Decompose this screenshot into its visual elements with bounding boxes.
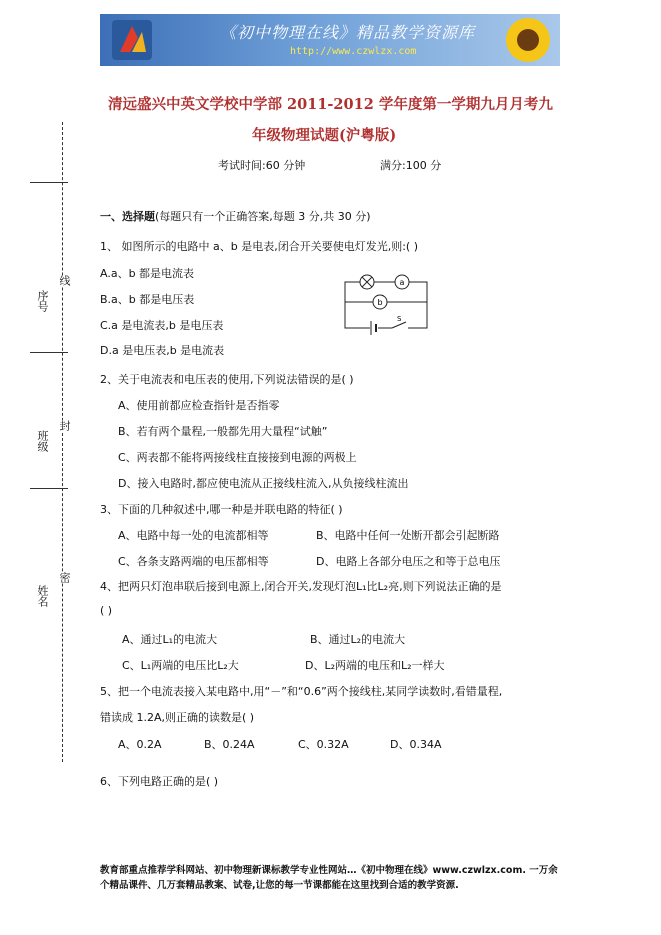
question-5-stem-cont: 错读成 1.2A,则正确的读数是( ): [100, 711, 255, 724]
site-logo-icon: [110, 18, 154, 62]
lamp-icon: [360, 275, 374, 289]
question-4-option-b: B、通过L₂的电流大: [310, 633, 406, 646]
banner-url[interactable]: http://www.czwlzx.com: [290, 46, 417, 57]
question-1-stem: 1、 如图所示的电路中 a、b 是电表,闭合开关要使电灯发光,则:( ): [100, 240, 418, 253]
footer-line-1: 教育部重点推荐学科网站、初中物理新课标教学专业性网站…《初中物理在线》www.czwlzx.com. 一万余: [100, 865, 558, 876]
question-2-option-c: C、两表都不能将两接线柱直接接到电源的两极上: [118, 451, 357, 464]
question-4-stem-cont: ( ): [100, 604, 113, 617]
section-title: 一、选择题: [100, 210, 155, 223]
footer-line-2: 个精品课件、几万套精品教案、试卷,让您的每一节课都能在这里找到合适的教学资源.: [100, 880, 459, 891]
switch-label: S: [397, 315, 402, 323]
question-3-option-a: A、电路中每一处的电流都相等: [118, 529, 269, 542]
name-underline: [30, 488, 68, 489]
question-5-option-c: C、0.32A: [298, 738, 349, 751]
question-2-option-d: D、接入电路时,都应使电流从正接线柱流入,从负接线柱流出: [118, 477, 409, 490]
question-4-option-d: D、L₂两端的电压和L₂一样大: [305, 659, 445, 672]
question-6-stem: 6、下列电路正确的是( ): [100, 775, 219, 788]
question-2-option-b: B、若有两个量程,一般都先用大量程“试触”: [118, 425, 328, 438]
question-1-option-b: B.a、b 都是电压表: [100, 293, 195, 306]
exam-title-line1: 清远盛兴中英文学校中学部 2011-2012 学年度第一学期九月月考九: [108, 96, 553, 113]
header-banner: [100, 14, 560, 66]
question-1-option-c: C.a 是电流表,b 是电压表: [100, 319, 224, 332]
banner-title: 《初中物理在线》精品教学资源库: [220, 23, 476, 42]
question-4-option-c: C、L₁两端的电压比L₂大: [122, 659, 239, 672]
question-5-stem: 5、把一个电流表接入某电路中,用“－”和“0.6”两个接线柱,某同学读数时,看错量程,: [100, 685, 503, 698]
question-2-option-a: A、使用前都应检查指针是否指零: [118, 399, 280, 412]
name-label: 姓名: [36, 585, 49, 607]
question-5-option-a: A、0.2A: [118, 738, 162, 751]
exam-full-score: 满分:100 分: [380, 159, 442, 172]
section-instruction: (每题只有一个正确答案,每题 3 分,共 30 分): [155, 210, 371, 223]
exam-time: 考试时间:60 分钟: [218, 159, 306, 172]
class-underline: [30, 352, 68, 353]
question-3-option-c: C、各条支路两端的电压都相等: [118, 555, 269, 568]
section-heading: [100, 208, 371, 224]
class-label: 班级: [36, 430, 49, 452]
seal-mark-line: 线: [58, 275, 71, 286]
question-5-option-d: D、0.34A: [390, 738, 442, 751]
question-3-option-d: D、电路上各部分电压之和等于总电压: [316, 555, 501, 568]
question-1-option-d: D.a 是电压表,b 是电流表: [100, 344, 225, 357]
question-4-stem: 4、把两只灯泡串联后接到电源上,闭合开关,发现灯泡L₁比L₂亮,则下列说法正确的是: [100, 580, 502, 593]
sunflower-icon: [502, 14, 554, 66]
seat-label: 序号: [36, 290, 49, 312]
meter-b-label: b: [377, 298, 383, 307]
question-5-option-b: B、0.24A: [204, 738, 255, 751]
question-3-option-b: B、电路中任何一处断开都会引起断路: [316, 529, 500, 542]
seat-underline: [30, 182, 68, 183]
seal-mark-seal: 封: [58, 420, 71, 431]
question-1-option-a: A.a、b 都是电流表: [100, 267, 195, 280]
battery-icon: [370, 321, 378, 335]
exam-title-line2: 年级物理试题(沪粤版): [252, 127, 397, 144]
circuit-diagram: [340, 268, 432, 338]
meter-a-label: a: [399, 278, 405, 287]
meter-a-icon: [395, 275, 409, 289]
question-2-stem: 2、关于电流表和电压表的使用,下列说法错误的是( ): [100, 373, 354, 386]
seal-mark-close: 密: [58, 572, 71, 583]
binding-line: [62, 122, 63, 762]
question-3-stem: 3、下面的几种叙述中,哪一种是并联电路的特征( ): [100, 503, 343, 516]
switch-icon: [392, 315, 408, 332]
question-4-option-a: A、通过L₁的电流大: [122, 633, 218, 646]
meter-b-icon: [373, 295, 387, 309]
